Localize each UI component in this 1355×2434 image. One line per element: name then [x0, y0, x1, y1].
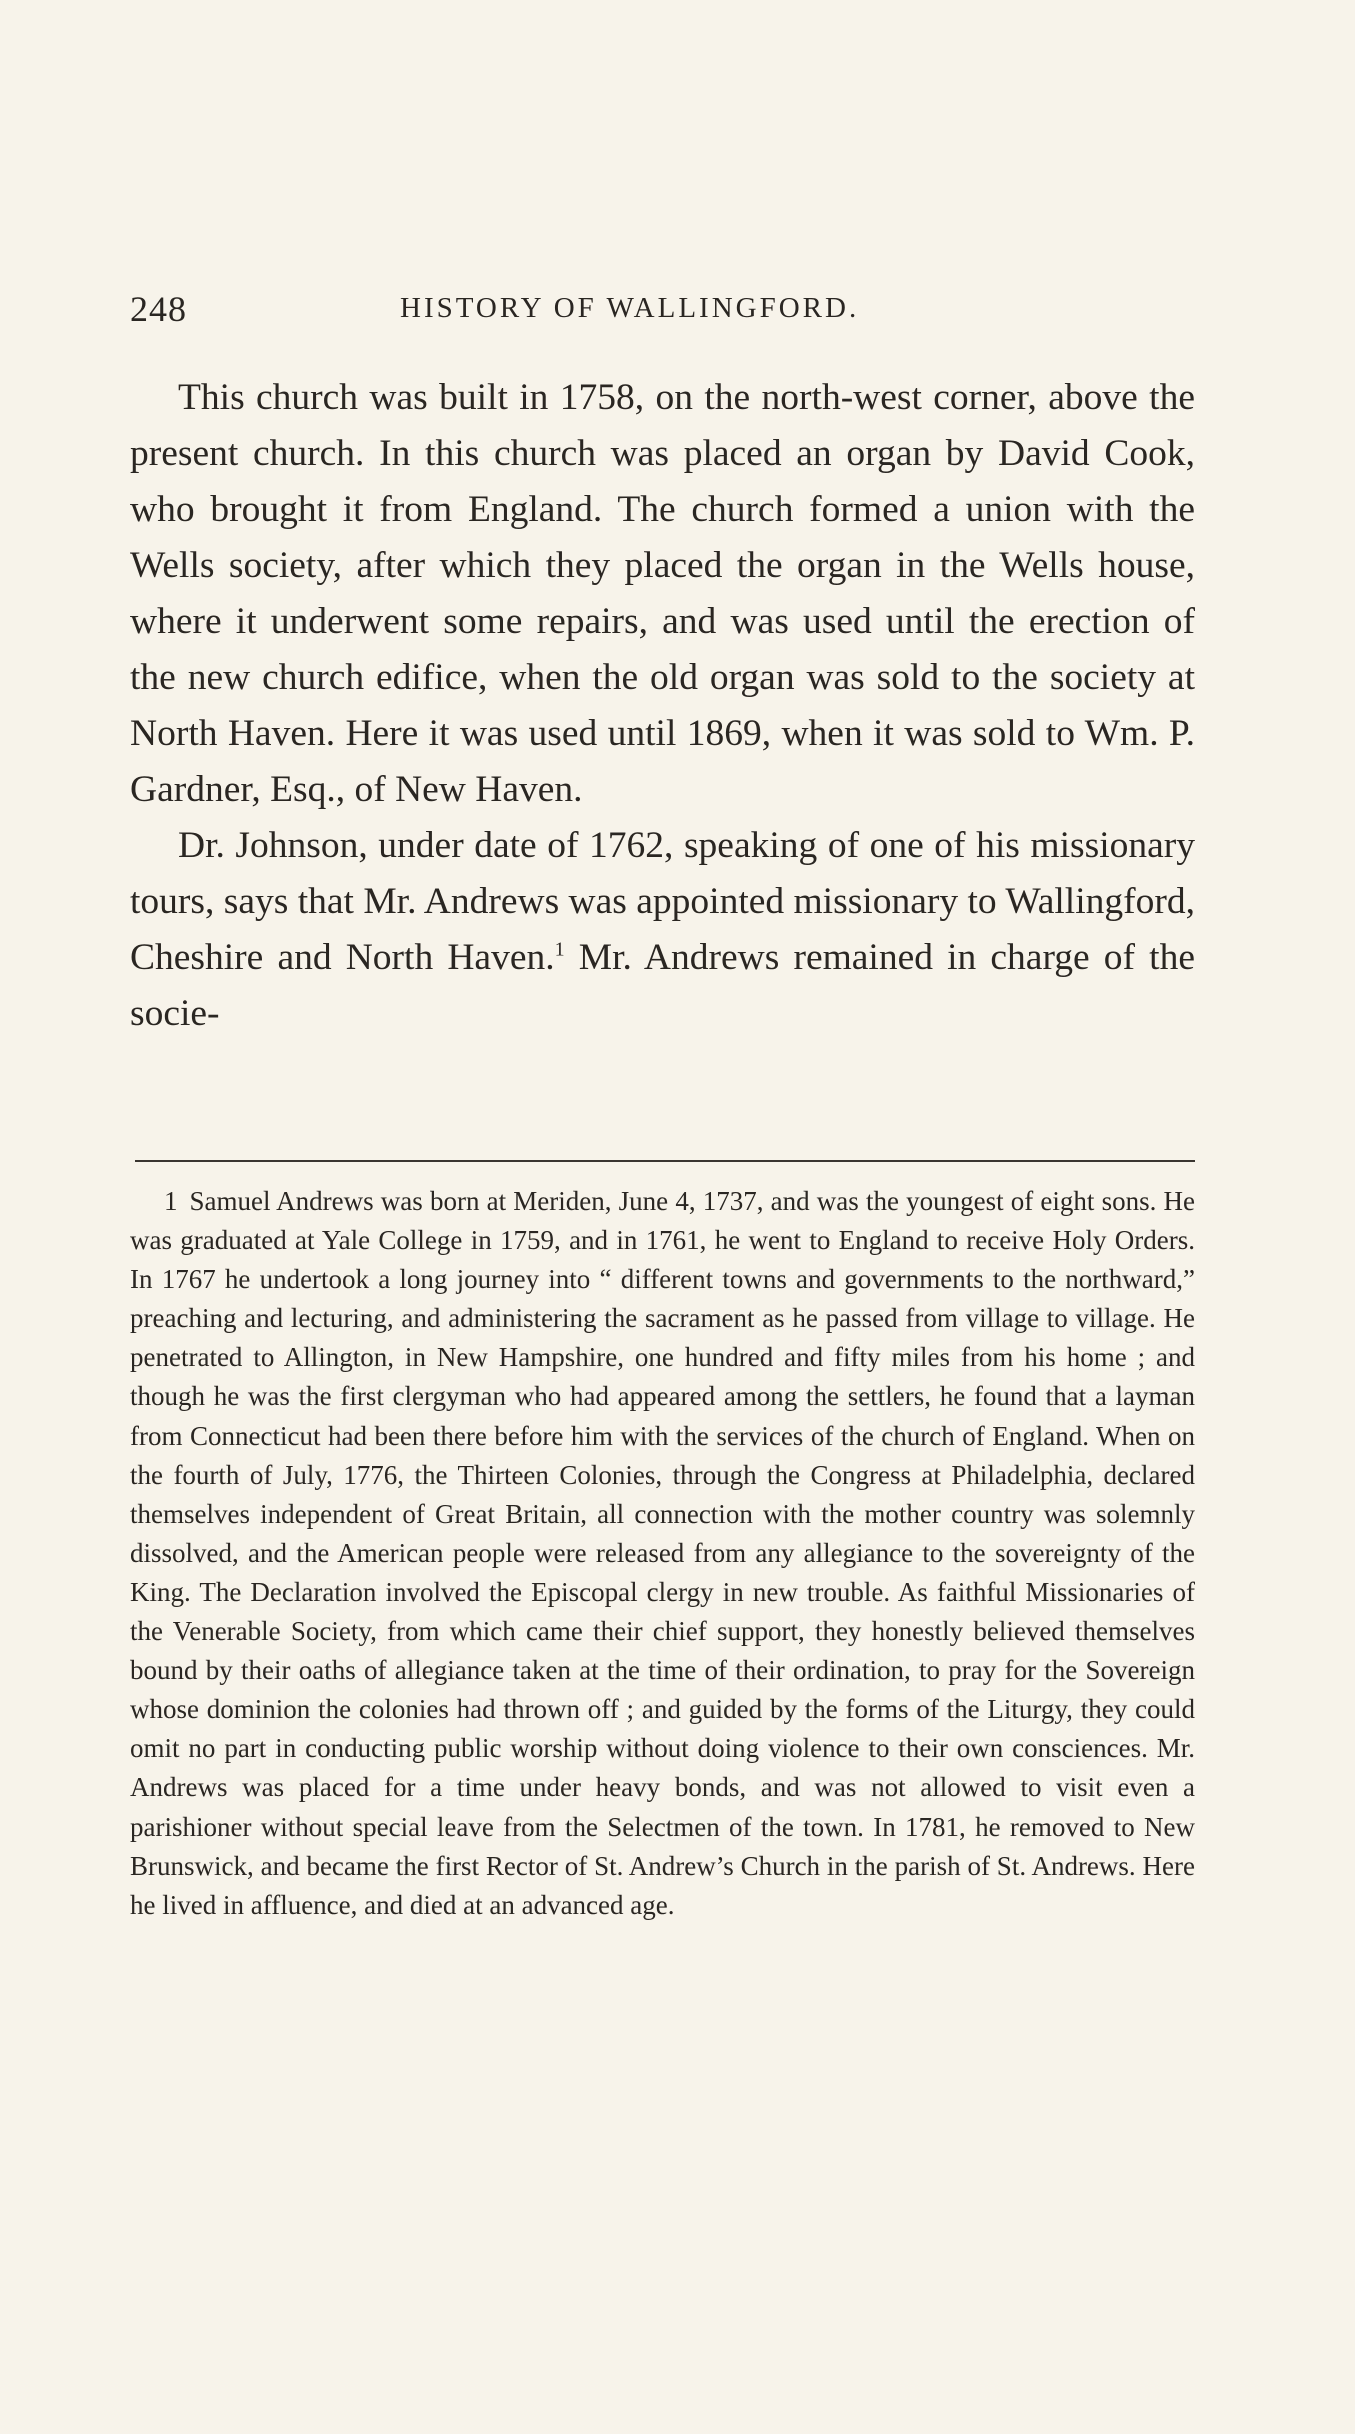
footnote-reference: 1 — [554, 938, 565, 961]
page-number: 248 — [130, 289, 187, 329]
paragraph-1: This church was built in 1758, on the north-west corner, above the present church. In this church was placed an organ by David Cook, who brought it from England. The church formed a union with the Wells society, after which they placed the organ in the Wells house, where it underwent some repairs, and was used until the erection of the new church edifice, when the old organ was sold to the society at North Haven. Here it was used until 1869, when it was sold to Wm. P. Gardner, Esq., of New Haven. — [130, 377, 1195, 810]
footnote-divider — [135, 1160, 1195, 1162]
page-header — [130, 288, 1195, 338]
paragraph-2-text: Dr. Johnson, under date of 1762, speaking of one of his missionary tours, says that Mr. Andrews was appointed missionary to Wallingford, Cheshire and North Haven. — [130, 825, 1195, 978]
footnote — [130, 1182, 1195, 1925]
main-text — [130, 370, 1195, 1042]
footnote-text: Samuel Andrews was born at Meriden, June 4, 1737, and was the youngest of eight sons. He was graduated at Yale College in 1759, and in 1761, he went to England to receive Holy Orders. In 1767 he undertook a long journey into “ different towns and governments to the northward,” preaching and lecturing, and administering the sacrament as he passed from village to village. He penetrated to Allington, in New Hampshire, one hundred and fifty miles from his home ; and though he was the first clergyman who had appeared among the settlers, he found that a layman from Connecticut had been there before him with the services of the church of England. When on the fourth of July, 1776, the Thirteen Colonies, through the Congress at Philadelphia, declared themselves independent of Great Britain, all connection with the mother country was solemnly dissolved, and the American people were released from any allegiance to the sovereignty of the King. The Declaration involved the Episcopal clergy in new trouble. As faithful Missionaries of the Venerable Society, from which came their chief support, they honestly believed themselves bound by their oaths of allegiance taken at the time of their ordination, to pray for the Sovereign whose dominion the colonies had thrown off ; and guided by the forms of the Liturgy, they could omit no part in conducting public worship without doing violence to their own consciences. Mr. Andrews was placed for a time under heavy bonds, and was not allowed to visit even a parishioner without special leave from the Selectmen of the town. In 1781, he removed to New Brunswick, and became the first Rector of St. Andrew’s Church in the parish of St. Andrews. Here he lived in affluence, and died at an advanced age. — [130, 1186, 1195, 1920]
footnote-number: 1 — [164, 1186, 178, 1216]
paragraph-2-continuation: Mr. Andrews remained in charge of the socie- — [130, 937, 1195, 1034]
running-head: HISTORY OF WALLINGFORD. — [400, 292, 860, 324]
paragraph-2 — [130, 818, 1195, 1042]
